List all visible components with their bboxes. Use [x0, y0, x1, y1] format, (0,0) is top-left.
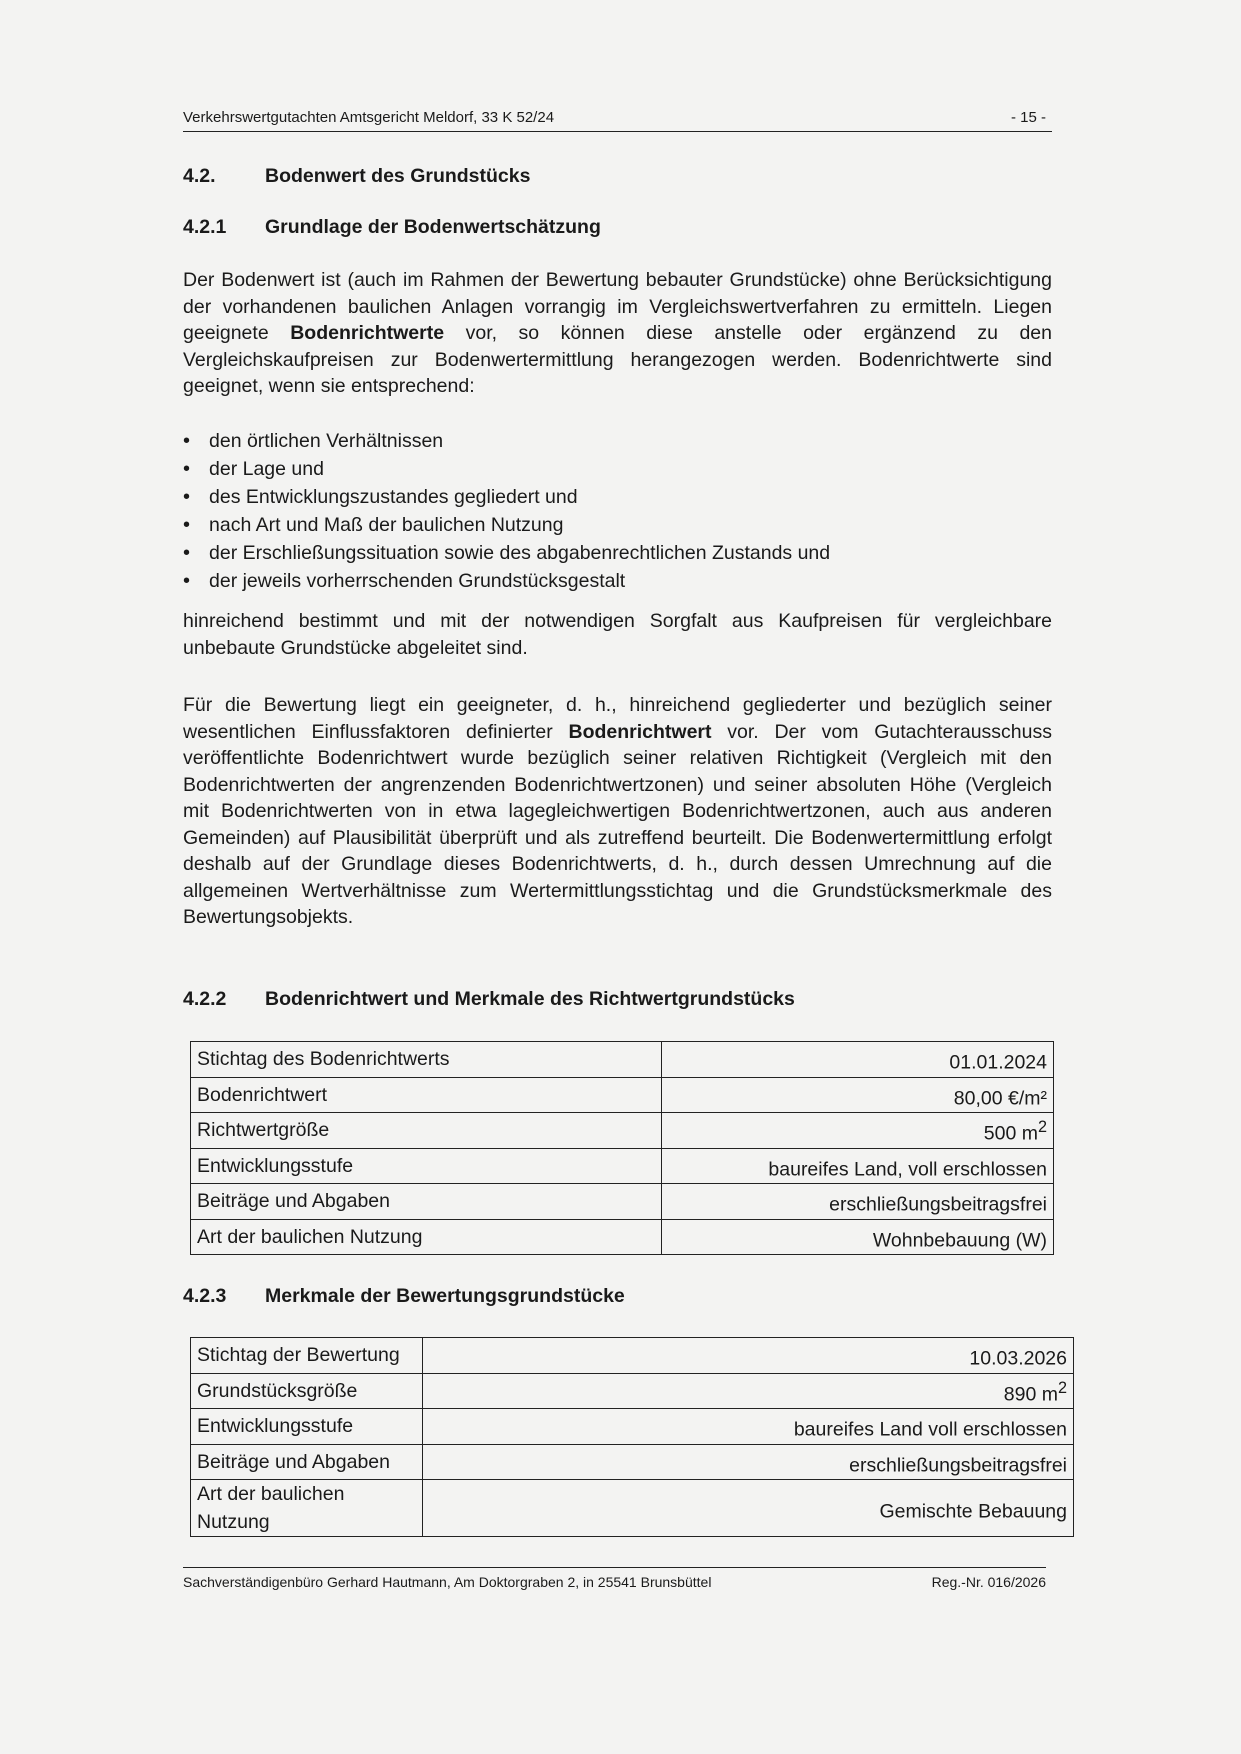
section-heading-4-2-2	[183, 988, 795, 1011]
row-label: Entwicklungsstufe	[191, 1409, 423, 1445]
row-label: Stichtag der Bewertung	[191, 1338, 423, 1374]
intro-bold-term: Bodenrichtwerte	[290, 322, 445, 344]
page-header	[183, 109, 1052, 132]
row-label: Bodenrichtwert	[191, 1077, 662, 1113]
table-row	[191, 1373, 1074, 1409]
table-row	[191, 1409, 1074, 1445]
list-item: • der jeweils vorherrschenden Grundstücksgestalt	[183, 567, 830, 595]
table-row	[191, 1113, 1054, 1149]
row-value: erschließungsbeitragsfrei	[662, 1184, 1054, 1220]
row-value: baureifes Land, voll erschlossen	[662, 1148, 1054, 1184]
page-footer	[183, 1567, 1046, 1590]
section-heading-4-2-1	[183, 216, 601, 239]
table-row	[191, 1077, 1054, 1113]
table-row	[191, 1148, 1054, 1184]
footer-office: Sachverständigenbüro Gerhard Hautmann, Am Doktorgraben 2, in 25541 Brunsbüttel	[183, 1574, 712, 1590]
table-row	[191, 1219, 1054, 1255]
row-value: 80,00 €/m²	[662, 1077, 1054, 1113]
intro-paragraph	[183, 267, 1052, 400]
list-item: • der Erschließungssituation sowie des abgabenrechtlichen Zustands und	[183, 539, 830, 567]
row-label: Beiträge und Abgaben	[191, 1184, 662, 1220]
table-row	[191, 1184, 1054, 1220]
row-value: erschließungsbeitragsfrei	[423, 1444, 1074, 1480]
row-value: Gemischte Bebauung	[423, 1480, 1074, 1537]
table-row	[191, 1444, 1074, 1480]
intro-text: Der Bodenwert ist (auch im Rahmen der Bewertung bebauter Grundstücke) ohne Berücksichtigung der vorhandenen baulichen Anlagen vorrangig im Vergleichswertverfahren zu ermitteln. Liegen geeignete	[183, 269, 1052, 344]
section-heading-4-2-3	[183, 1285, 625, 1308]
row-value: 01.01.2024	[662, 1042, 1054, 1078]
table-row	[191, 1042, 1054, 1078]
row-label: Entwicklungsstufe	[191, 1148, 662, 1184]
list-item: • den örtlichen Verhältnissen	[183, 427, 830, 455]
row-value: baureifes Land voll erschlossen	[423, 1409, 1074, 1445]
page-number: - 15 -	[1010, 109, 1046, 126]
section-number: 4.2.3	[183, 1285, 227, 1307]
assessment-paragraph	[183, 692, 1052, 931]
row-label: Beiträge und Abgaben	[191, 1444, 423, 1480]
section-number: 4.2.	[183, 165, 216, 187]
footer-reg-number: Reg.-Nr. 016/2026	[931, 1574, 1046, 1590]
section-number: 4.2.1	[183, 216, 227, 238]
row-value: 890 $m^2$	[423, 1373, 1074, 1409]
reference-land-table	[190, 1041, 1054, 1255]
table-row	[191, 1480, 1074, 1537]
section-title: Merkmale der Bewertungsgrundstücke	[265, 1285, 625, 1307]
row-label: Grundstücksgröße	[191, 1373, 423, 1409]
list-item: • nach Art und Maß der baulichen Nutzung	[183, 511, 830, 539]
section-number: 4.2.2	[183, 988, 227, 1010]
assessment-text: Für die Bewertung liegt ein geeigneter, d. h., hinreichend gegliederter und bezüglich seiner wesentlichen Einflussfaktoren definierter	[183, 694, 1052, 743]
header-title: Verkehrswertgutachten Amtsgericht Meldorf, 33 K 52/24	[183, 109, 555, 126]
row-label: Richtwertgröße	[191, 1113, 662, 1149]
section-heading-4-2	[183, 165, 530, 188]
section-title: Grundlage der Bodenwertschätzung	[265, 216, 601, 238]
after-list-paragraph: hinreichend bestimmt und mit der notwendigen Sorgfalt aus Kaufpreisen für vergleichbare unbebaute Grundstücke abgeleitet sind.	[183, 610, 1052, 659]
table-row	[191, 1338, 1074, 1374]
section-title: Bodenwert des Grundstücks	[265, 165, 531, 187]
list-item: • des Entwicklungszustandes gegliedert und	[183, 483, 830, 511]
valuation-land-table	[190, 1337, 1074, 1537]
row-label: Art der baulichen Nutzung	[191, 1480, 423, 1537]
list-item: • der Lage und	[183, 455, 830, 483]
row-value: 10.03.2026	[423, 1338, 1074, 1374]
assessment-bold-term: Bodenrichtwert	[568, 720, 712, 743]
row-label: Stichtag des Bodenrichtwerts	[191, 1042, 662, 1078]
row-value: Wohnbebauung (W)	[662, 1219, 1054, 1255]
row-value: 500 $m^2$	[662, 1113, 1054, 1149]
section-title: Bodenrichtwert und Merkmale des Richtwertgrundstücks	[265, 988, 795, 1010]
row-label: Art der baulichen Nutzung	[191, 1219, 662, 1255]
intro-text-continued: vor, so können diese anstelle oder ergänzend zu den Vergleichskaufpreisen zur Bodenwertermittlung herangezogen werden. Bodenrichtwerte sind geeignet, wenn sie entsprechend:	[183, 322, 1052, 397]
assessment-text-continued: vor. Der vom Gutachterausschuss veröffentlichte Bodenrichtwert wurde bezüglich seiner relativen Richtigkeit (Vergleich mit den Bodenrichtwerten der angrenzenden Bodenrichtwertzonen) und seiner absoluten Höhe (Vergleich mit Bodenrichtwerten von in etwa lagegleichwertigen Bodenrichtwertzonen, auch aus anderen Gemeinden) auf Plausibilität überprüft und als zutreffend beurteilt. Die Bodenwertermittlung erfolgt deshalb auf der Grundlage dieses Bodenrichtwerts, d. h., durch dessen Umrechnung auf die allgemeinen Wertverhältnisse zum Wertermittlungsstichtag und die Grundstücksmerkmale des Bewertungsobjekts.	[183, 720, 1053, 928]
criteria-list	[183, 427, 830, 595]
